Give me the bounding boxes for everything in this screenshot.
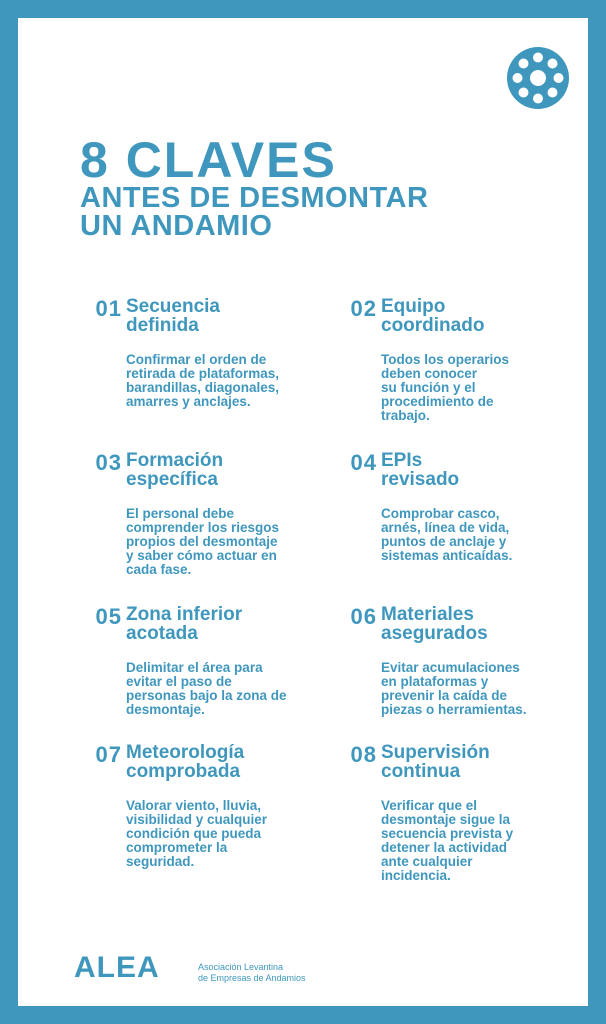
item-number: 02 <box>350 296 377 321</box>
item-text: Verificar que el desmontaje sigue la secuencia prevista y detener la actividad ante cualquier incidencia. <box>381 798 514 883</box>
item-number: 08 <box>350 742 377 767</box>
item-text: El personal debe comprender los riesgos propios del desmontaje y saber cómo actuar en cada fase. <box>126 506 280 577</box>
item-heading: Materiales asegurados <box>381 604 488 644</box>
item-number: 03 <box>95 450 122 475</box>
subtitle-line-2: UN ANDAMIO <box>80 210 273 242</box>
scaffold-ring-logo-icon <box>506 46 570 110</box>
item-text: Comprobar casco, arnés, línea de vida, puntos de anclaje y sistemas anticaídas. <box>381 506 513 563</box>
footer-brand-logo: ALEA <box>74 951 160 984</box>
item-number: 07 <box>95 742 122 767</box>
item-heading: Zona inferior acotada <box>126 604 243 644</box>
item-heading: Meteorología comprobada <box>126 742 245 782</box>
item-heading: Equipo coordinado <box>381 296 485 336</box>
item-number: 06 <box>350 604 377 629</box>
item-text: Evitar acumulaciones en plataformas y prevenir la caída de piezas o herramientas. <box>381 660 527 717</box>
item-heading: EPIs revisado <box>381 450 460 490</box>
footer-description-line-2: de Empresas de Andamios <box>198 973 306 983</box>
item-text: Delimitar el área para evitar el paso de personas bajo la zona de desmontaje. <box>126 660 287 717</box>
item-text: Valorar viento, lluvia, visibilidad y cualquier condición que pueda comprometer la seguridad. <box>126 798 268 869</box>
subtitle-line-1: ANTES DE DESMONTAR <box>80 182 429 214</box>
item-heading: Secuencia definida <box>126 296 220 336</box>
item-number: 01 <box>95 296 122 321</box>
footer-description <box>198 962 306 984</box>
item-text: Confirmar el orden de retirada de plataformas, barandillas, diagonales, amarres y anclajes. <box>126 352 280 409</box>
item-number: 04 <box>350 450 377 475</box>
page-title: 8 CLAVES <box>80 132 337 188</box>
footer-description-line-1: Asociación Levantina <box>198 962 284 972</box>
page-subtitle <box>80 184 428 240</box>
item-number: 05 <box>95 604 122 629</box>
item-text: Todos los operarios deben conocer su función y el procedimiento de trabajo. <box>381 352 510 423</box>
item-heading: Supervisión continua <box>381 742 490 782</box>
item-heading: Formación específica <box>126 450 224 490</box>
